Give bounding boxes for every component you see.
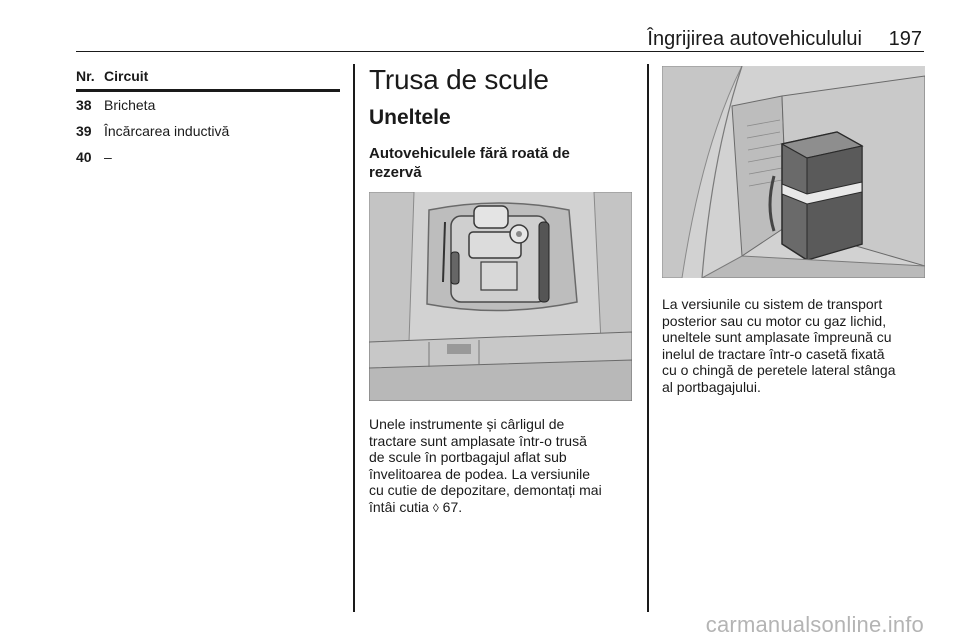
paragraph-toolkit-location — [369, 416, 637, 517]
section-subsubtitle: Autovehiculele fără roată de rezervă — [369, 145, 570, 181]
header-title: Îngrijirea autovehiculului — [647, 28, 862, 50]
tool-case-drawing — [662, 66, 925, 278]
paragraph-last-text: întâi cutia — [369, 498, 429, 515]
table-header-nr: Nr. — [76, 68, 95, 84]
row-nr: 38 — [76, 97, 92, 113]
row-nr: 40 — [76, 149, 92, 165]
row-circuit: Încărcarea inductivă — [104, 123, 230, 139]
paragraph-line: inelul de tractare într-o casetă fixată — [662, 345, 885, 362]
paragraph-line: cu cutie de depozitare, demontați mai — [369, 482, 602, 499]
paragraph-line: uneltele sunt amplasate împreună cu — [662, 329, 892, 346]
table-row — [76, 118, 340, 144]
table-header-row — [76, 64, 340, 92]
table-header-circuit: Circuit — [104, 68, 149, 84]
paragraph-line: al portbagajului. — [662, 378, 761, 395]
tool-kit-illustration — [369, 192, 632, 401]
table-row — [76, 144, 340, 170]
section-subtitle: Uneltele — [369, 106, 451, 129]
row-circuit: – — [104, 149, 112, 165]
section-title: Trusa de scule — [369, 64, 549, 95]
tool-case-illustration — [662, 66, 925, 278]
paragraph-line: Unele instrumente și cârligul de — [369, 416, 565, 432]
paragraph-alt-versions — [662, 296, 930, 396]
page-header — [76, 24, 924, 52]
tool-kit-drawing — [369, 192, 632, 401]
paragraph-line: învelitoarea de podea. La versiunile — [369, 465, 591, 482]
paragraph-line-last — [369, 499, 637, 517]
page-number: 197 — [888, 28, 922, 50]
paragraph-line: de scule în portbagajul aflat sub — [369, 449, 567, 466]
fuse-table — [76, 64, 340, 170]
page-reference-link[interactable]: 67. — [442, 498, 463, 515]
column-divider-2 — [647, 64, 649, 612]
paragraph-line: tractare sunt amplasate într-o trusă — [369, 432, 587, 449]
column-divider-1 — [353, 64, 355, 612]
watermark: carmanualsonline.info — [705, 612, 924, 637]
paragraph-line: La versiunile cu sistem de transport — [662, 296, 883, 312]
page-reference-arrow-icon: ◊ — [432, 500, 439, 515]
row-nr: 39 — [76, 123, 92, 139]
paragraph-line: posterior sau cu motor cu gaz lichid, — [662, 312, 887, 329]
row-circuit: Bricheta — [104, 97, 156, 113]
table-row — [76, 92, 340, 118]
paragraph-line: cu o chingă de peretele lateral stânga — [662, 362, 896, 379]
